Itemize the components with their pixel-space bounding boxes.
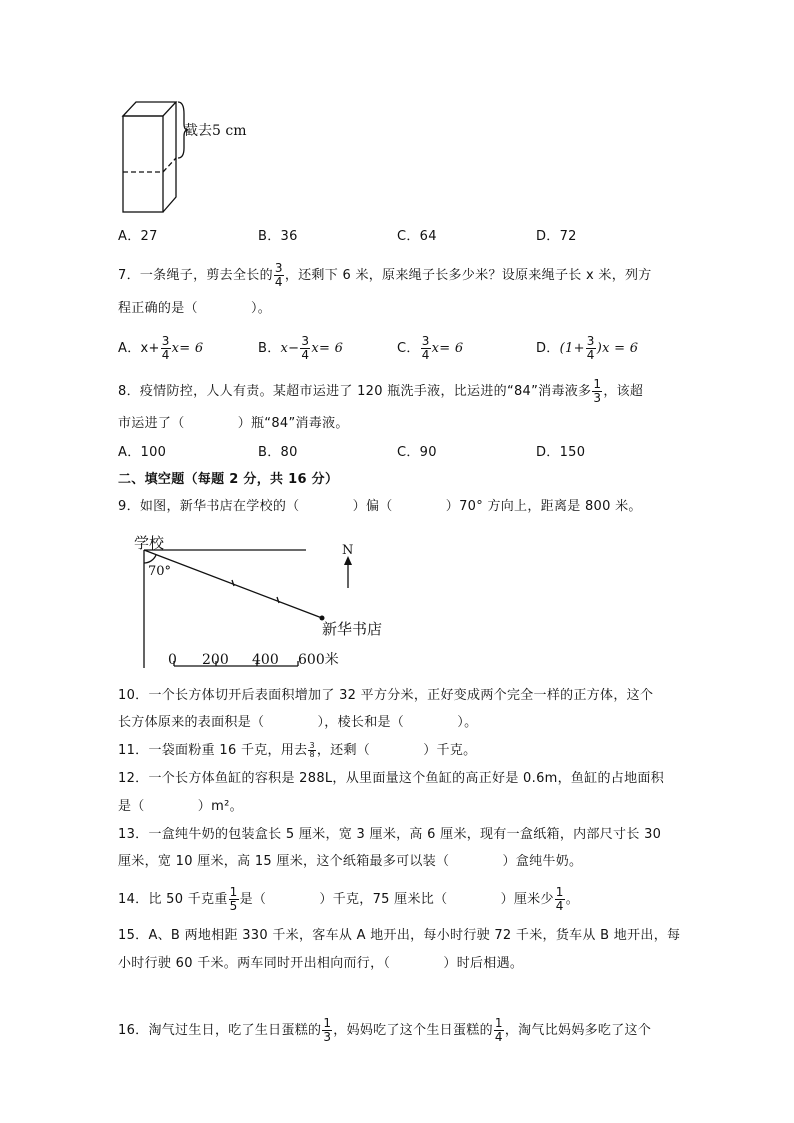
q16-frac1-num: 1 [323,1016,332,1030]
q7-option-b-x: x [280,341,289,356]
q7-option-d-open: (1+ [559,341,585,356]
q10-line2: 长方体原来的表面积是（ ），棱长和是（ ）。 [118,715,478,730]
q15-line2: 小时行驶 60 千米。两车同时开出相向而行，（ ）时后相遇。 [118,956,524,971]
cuboid-front-face [123,116,163,212]
q8-frac-num: 1 [593,377,602,391]
map-tick-1 [232,580,234,586]
q14-frac2-den: 4 [555,899,564,913]
q11-text-a: 11．一袋面粉重 16 千克，用去 [118,743,308,758]
q15-line1: 15．A、B 两地相距 330 千米，客车从 A 地开出，每小时行驶 72 千米，货车从 B 地开出，每 [118,928,681,943]
q7-option-d-frac-num: 3 [586,334,595,348]
q9-text: 9．如图，新华书店在学校的（ ）偏（ ）70° 方向上，距离是 800 米。 [118,499,642,514]
q7-option-b-frac-num: 3 [301,334,310,348]
q8-text-b: ，该超 [603,384,644,399]
q8-option-a: A．100 [118,445,167,460]
q7-fraction-den: 4 [274,275,283,289]
cut-label: 截去5 cm [184,123,247,139]
q16-line [118,1017,651,1044]
q7-option-a-var: x [171,341,180,356]
q7-option-a [118,335,203,362]
q7-option-a-x: x [140,341,149,356]
q7-option-b-var: x [311,341,319,356]
school-label: 学校 [134,534,165,552]
q7-line2: 程正确的是（ ）。 [118,301,272,316]
q7-option-a-eq: = 6 [179,341,204,356]
cut-line-side [163,158,176,172]
q14-text-c: 。 [565,892,580,907]
q6-option-c: C．64 [397,229,437,244]
q7-fraction [274,262,284,289]
q12-line1: 12．一个长方体鱼缸的容积是 288L，从里面量这个鱼缸的高正好是 0.6m，鱼缸的占地面积 [118,771,665,786]
q8-frac-den: 3 [593,391,602,405]
section-2-title: 二、填空题（每题 2 分，共 16 分） [118,472,339,487]
scale-label-400: 400 [252,652,279,668]
q7-option-c-frac-num: 3 [421,334,430,348]
q7-option-c-var: x [431,341,440,356]
q7-text-a: 7．一条绳子，剪去全长的 [118,268,273,283]
q11-frac-den: 8 [309,750,315,759]
q7-option-c-eq: = 6 [439,341,464,356]
cuboid-figure [118,96,268,218]
q7-option-b-label: B． [258,341,281,356]
q14-text-b: 是（ ）千克，75 厘米比（ ）厘米少 [239,892,554,907]
q7-option-c [397,335,463,362]
q6-option-b: B．36 [258,229,298,244]
q7-line1 [118,262,652,289]
q6-option-d: D．72 [536,229,577,244]
angle-arc [144,555,156,563]
q11-frac-num: 3 [309,741,315,750]
q13-line2: 厘米，宽 10 厘米，高 15 厘米，这个纸箱最多可以装（ ）盒纯牛奶。 [118,854,583,869]
q7-option-a-frac-num: 3 [161,334,170,348]
q9-map [128,530,408,672]
cuboid-top-face [123,102,176,116]
map-tick-2 [277,597,279,603]
q8-text-a: 8．疫情防控，人人有责。某超市运进了 120 瓶洗手液，比运进的“84”消毒液多 [118,384,592,399]
q7-option-c-label: C． [397,341,420,356]
q16-frac2-num: 1 [494,1016,503,1030]
q8-line2: 市运进了（ ）瓶“84”消毒液。 [118,416,349,431]
q7-option-a-label: A． [118,341,141,356]
q12-line2: 是（ ）m²。 [118,799,243,814]
q14-frac1-num: 1 [229,885,238,899]
q8-option-d: D．150 [536,445,586,460]
q8-option-b: B．80 [258,445,298,460]
q7-option-a-plus: + [148,341,160,356]
q7-option-c-frac-den: 4 [421,348,430,362]
q7-text-b: ，还剩下 6 米，原来绳子长多少米？设原来绳子长 x 米，列方 [284,268,652,283]
scale-label-0: 0 [168,652,177,668]
q7-option-d-frac-den: 4 [586,348,595,362]
q7-option-b [258,335,343,362]
q8-line1 [118,378,643,405]
q14-line [118,886,579,913]
store-label: 新华书店 [322,620,383,638]
q14-frac1-den: 5 [229,899,238,913]
q8-option-c: C．90 [397,445,437,460]
angle-label: 70° [148,564,172,579]
q10-line1: 10．一个长方体切开后表面积增加了 32 平方分米，正好变成两个完全一样的正方体，这个 [118,688,654,703]
q16-text-c: ，淘气比妈妈多吃了这个 [504,1023,652,1038]
q7-fraction-num: 3 [274,261,283,275]
q7-option-a-frac-den: 4 [161,348,170,362]
q14-text-a: 14．比 50 千克重 [118,892,228,907]
q16-text-b: ，妈妈吃了这个生日蛋糕的 [333,1023,493,1038]
q7-option-d-label: D． [536,341,560,356]
cuboid-side-face [163,102,176,212]
q11-text-b: ，还剩（ ）千克。 [316,743,477,758]
q7-option-d [536,335,638,362]
q11-line [118,741,476,761]
q7-option-d-close: )x = 6 [596,341,639,356]
q16-text-a: 16．淘气过生日，吃了生日蛋糕的 [118,1023,322,1038]
q16-frac2-den: 4 [494,1030,503,1044]
q7-option-b-minus: − [288,341,300,356]
q13-line1: 13．一盒纯牛奶的包装盒长 5 厘米，宽 3 厘米，高 6 厘米，现有一盒纸箱，内部尺寸长 30 [118,827,662,842]
scale-label-200: 200 [202,652,229,668]
scale-label-600: 600米 [298,652,339,668]
q7-option-b-eq: = 6 [318,341,344,356]
q16-frac1-den: 3 [323,1030,332,1044]
q6-option-a: A．27 [118,229,158,244]
q7-option-b-frac-den: 4 [301,348,310,362]
q14-frac2-num: 1 [555,885,564,899]
north-label: N [342,543,354,558]
